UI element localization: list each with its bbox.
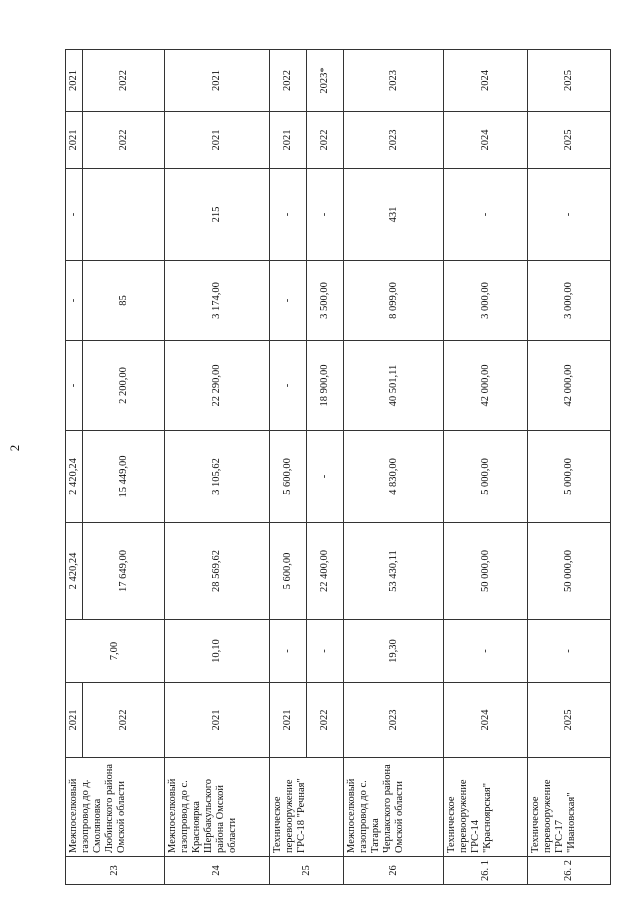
value-cell: 42 000,00 [444, 341, 528, 431]
value-cell: - [270, 341, 307, 431]
value-cell: 3 105,62 [165, 431, 270, 523]
start-year-cell: 2022 [83, 112, 165, 169]
value-cell: 4 830,00 [344, 431, 444, 523]
value-cell: - [66, 341, 83, 431]
object-name: Техническое перевооружение ГРС-17 "Ивановская" [528, 758, 611, 857]
year-cell: 2021 [270, 683, 307, 758]
value-cell: 40 501,11 [344, 341, 444, 431]
value-cell: 215 [165, 169, 270, 261]
row-number: 25 [270, 857, 344, 885]
total-cell: 17 649,00 [83, 523, 165, 620]
year-cell: 2024 [444, 683, 528, 758]
end-year-cell: 2023 [344, 50, 444, 112]
empty-cell [66, 18, 83, 50]
empty-cell [528, 18, 611, 50]
empty-cell [307, 18, 344, 50]
year-cell: 2022 [307, 683, 344, 758]
start-year-cell: 2023 [344, 112, 444, 169]
value-cell: 5 000,00 [528, 431, 611, 523]
table-row [165, 18, 270, 885]
value-cell: - [270, 169, 307, 261]
year-cell: 2025 [528, 683, 611, 758]
year-cell: 2022 [83, 683, 165, 758]
budget-table [65, 17, 611, 885]
value-cell: - [444, 169, 528, 261]
length-cell: 7,00 [66, 620, 165, 683]
value-cell: 431 [344, 169, 444, 261]
object-name: Межпоселковый газопровод до с. Татарка Черлакского района Омской области [344, 758, 444, 857]
table-row [307, 18, 344, 885]
start-year-cell: 2021 [270, 112, 307, 169]
start-year-cell: 2022 [307, 112, 344, 169]
page-number: 2 [7, 444, 22, 452]
value-cell: 5 000,00 [444, 431, 528, 523]
empty-cell [344, 18, 444, 50]
object-name: Межпоселковый газопровод до д. Смоляновка Любинского района Омской области [66, 758, 165, 857]
value-cell: 3 500,00 [307, 261, 344, 341]
total-cell: 50 000,00 [528, 523, 611, 620]
empty-cell [444, 18, 528, 50]
table-row [83, 18, 165, 885]
value-cell: - [66, 169, 83, 261]
value-cell: 2 420,24 [66, 431, 83, 523]
object-name: Техническое перевооружение ГРС-14 "Красноярская" [444, 758, 528, 857]
table-row [66, 18, 83, 885]
total-cell: 2 420,24 [66, 523, 83, 620]
value-cell: 42 000,00 [528, 341, 611, 431]
end-year-cell: 2025 [528, 50, 611, 112]
end-year-cell: 2021 [165, 50, 270, 112]
row-number: 23 [66, 857, 165, 885]
end-year-cell: 2023* [307, 50, 344, 112]
value-cell: 22 290,00 [165, 341, 270, 431]
empty-cell [270, 18, 307, 50]
value-cell: 3 000,00 [444, 261, 528, 341]
start-year-cell: 2025 [528, 112, 611, 169]
total-cell: 53 430,11 [344, 523, 444, 620]
value-cell: 2 200,00 [83, 341, 165, 431]
start-year-cell: 2021 [165, 112, 270, 169]
empty-cell [83, 18, 165, 50]
length-cell: - [528, 620, 611, 683]
value-cell: 3 000,00 [528, 261, 611, 341]
length-cell: - [444, 620, 528, 683]
value-cell: - [307, 431, 344, 523]
total-cell: 22 400,00 [307, 523, 344, 620]
table-row [344, 18, 444, 885]
length-cell: - [307, 620, 344, 683]
total-cell: 50 000,00 [444, 523, 528, 620]
row-number: 24 [165, 857, 270, 885]
year-cell: 2021 [165, 683, 270, 758]
end-year-cell: 2021 [66, 50, 83, 112]
total-cell: 5 600,00 [270, 523, 307, 620]
end-year-cell: 2024 [444, 50, 528, 112]
empty-cell [165, 18, 270, 50]
length-cell: - [270, 620, 307, 683]
object-name: Межпоселковый газопровод до с. Красноярка Шербакульского района Омской области [165, 758, 270, 857]
value-cell: - [307, 169, 344, 261]
total-cell: 28 569,62 [165, 523, 270, 620]
end-year-cell: 2022 [83, 50, 165, 112]
length-cell: 19,30 [344, 620, 444, 683]
length-cell: 10,10 [165, 620, 270, 683]
value-cell: 18 900,00 [307, 341, 344, 431]
start-year-cell: 2021 [66, 112, 83, 169]
value-cell: 5 600,00 [270, 431, 307, 523]
value-cell: 8 099,00 [344, 261, 444, 341]
object-name: Техническое перевооружение ГРС-18 "Речная" [270, 758, 344, 857]
end-year-cell: 2022 [270, 50, 307, 112]
row-number: 26. 1 [444, 857, 528, 885]
value-cell: 85 [83, 261, 165, 341]
table-row [270, 18, 307, 885]
start-year-cell: 2024 [444, 112, 528, 169]
year-cell: 2023 [344, 683, 444, 758]
value-cell: 3 174,00 [165, 261, 270, 341]
value-cell [83, 169, 165, 261]
year-cell: 2021 [66, 683, 83, 758]
row-number: 26 [344, 857, 444, 885]
value-cell: 15 449,00 [83, 431, 165, 523]
value-cell: - [270, 261, 307, 341]
row-number: 26. 2 [528, 857, 611, 885]
table-row [528, 18, 611, 885]
table-row [444, 18, 528, 885]
value-cell: - [66, 261, 83, 341]
value-cell: - [528, 169, 611, 261]
